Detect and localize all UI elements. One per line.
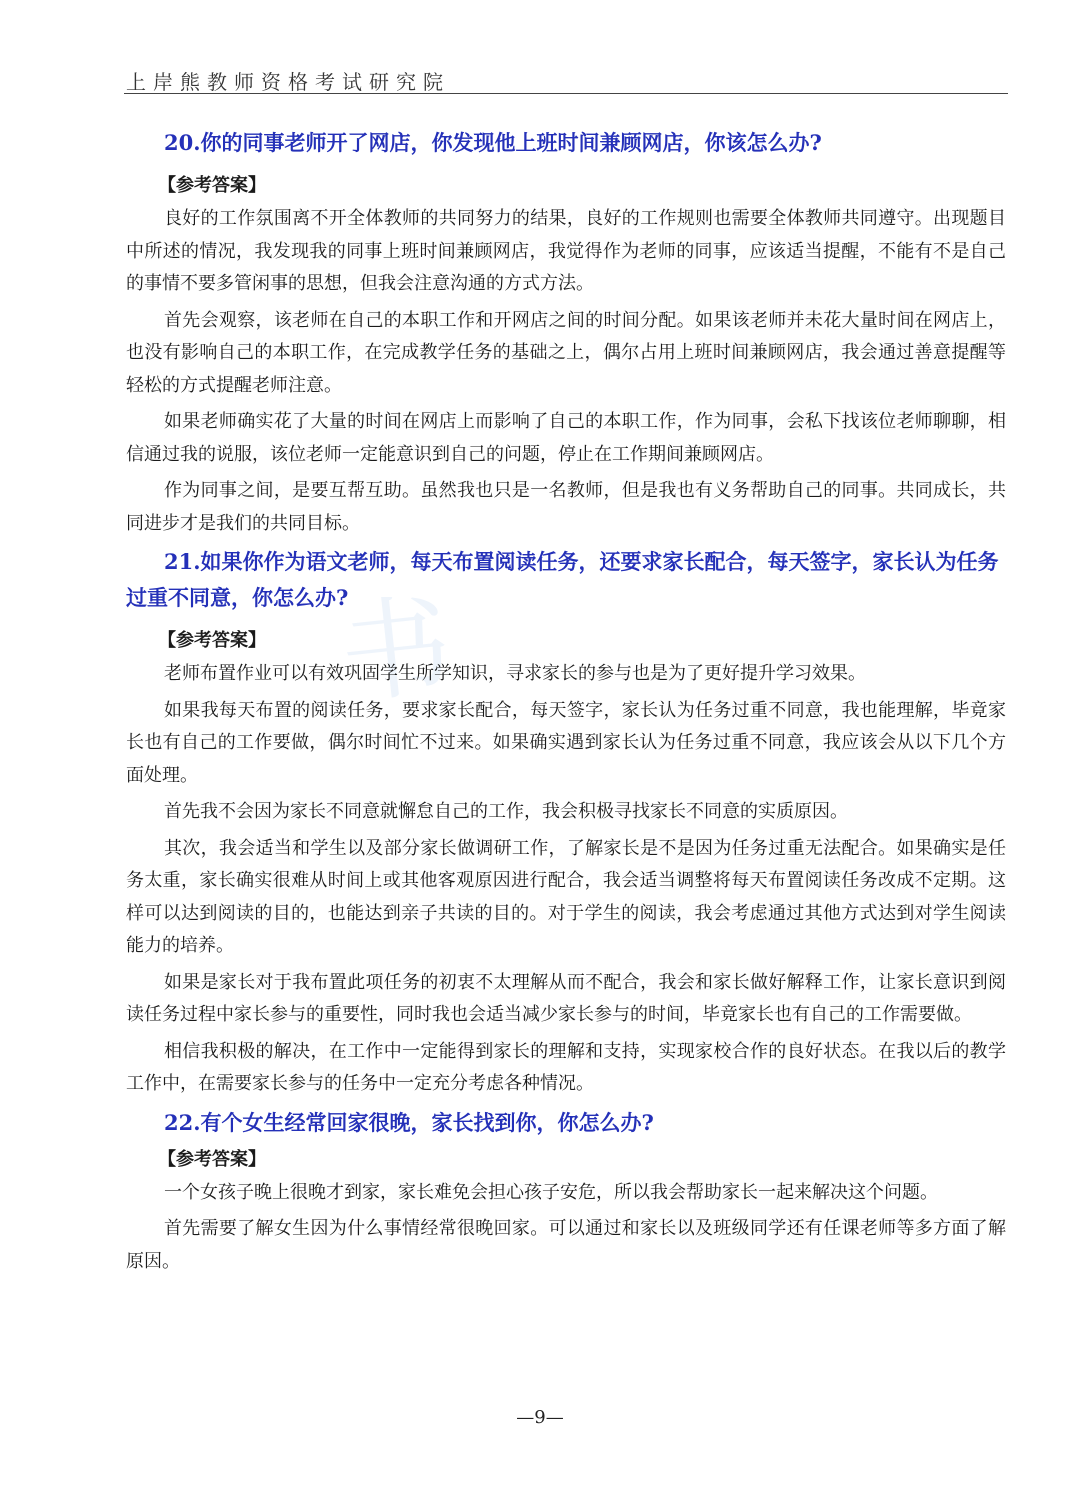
paragraph: 良好的工作氛围离不开全体教师的共同努力的结果，良好的工作规则也需要全体教师共同遵守。出现题目中所述的情况，我发现我的同事上班时间兼顾网店，我觉得作为老师的同事，应该适当提醒，不能有不是自己的事情不要多管闲事的思想，但我会注意沟通的方式方法。	[126, 208, 1006, 294]
page-number: —9—	[516, 1407, 564, 1428]
paragraph: 如果老师确实花了大量的时间在网店上而影响了自己的本职工作，作为同事，会私下找该位老师聊聊，相信通过我的说服，该位老师一定能意识到自己的问题，停止在工作期间兼顾网店。	[126, 411, 1006, 465]
document-body	[126, 125, 1006, 1282]
header-divider	[124, 93, 1008, 94]
paragraph: 如果我每天布置的阅读任务，要求家长配合，每天签字，家长认为任务过重不同意，我也能理解，毕竟家长也有自己的工作要做，偶尔时间忙不过来。如果确实遇到家长认为任务过重不同意，我应该会从以下几个方面处理。	[126, 699, 1006, 786]
paragraph: 作为同事之间，是要互帮互助。虽然我也只是一名教师，但是我也有义务帮助自己的同事。共同成长，共同进步才是我们的共同目标。	[126, 480, 1006, 534]
header-title: 上岸熊教师资格考试研究院	[126, 70, 450, 94]
paragraph: 首先会观察，该老师在自己的本职工作和开网店之间的时间分配。如果该老师并未花大量时间在网店上，也没有影响自己的本职工作，在完成教学任务的基础之上，偶尔占用上班时间兼顾网店，我会通过善意提醒等轻松的方式提醒老师注意。	[126, 309, 1006, 396]
answer-label-21: 【参考答案】	[158, 630, 266, 651]
paragraph: 其次，我会适当和学生以及部分家长做调研工作，了解家长是不是因为任务过重无法配合。如果确实是任务太重，家长确实很难从时间上或其他客观原因进行配合，我会适当调整将每天布置阅读任务改成不定期。这样可以达到阅读的目的，也能达到亲子共读的目的。对于学生的阅读，我会考虑通过其他方式达到对学生阅读能力的培养。	[126, 837, 1006, 956]
paragraph: 相信我积极的解决，在工作中一定能得到家长的理解和支持，实现家校合作的良好状态。在我以后的教学工作中，在需要家长参与的任务中一定充分考虑各种情况。	[126, 1040, 1006, 1094]
question-20: 20.你的同事老师开了网店，你发现他上班时间兼顾网店，你该怎么办?	[164, 130, 822, 155]
paragraph: 首先我不会因为家长不同意就懈怠自己的工作，我会积极寻找家长不同意的实质原因。	[164, 801, 848, 822]
watermark: 书	[334, 576, 498, 720]
question-21: 21.如果你作为语文老师，每天布置阅读任务，还要求家长配合，每天签字，家长认为任务过重不同意，你怎么办?	[126, 549, 999, 610]
question-22: 22.有个女生经常回家很晚，家长找到你，你怎么办?	[164, 1109, 654, 1135]
paragraph: 一个女孩子晚上很晚才到家，家长难免会担心孩子安危，所以我会帮助家长一起来解决这个问题。	[164, 1181, 938, 1203]
answer-label-22: 【参考答案】	[158, 1148, 266, 1170]
paragraph: 老师布置作业可以有效巩固学生所学知识，寻求家长的参与也是为了更好提升学习效果。	[164, 663, 866, 684]
paragraph: 首先需要了解女生因为什么事情经常很晚回家。可以通过和家长以及班级同学还有任课老师等多方面了解原因。	[126, 1218, 1006, 1272]
answer-label-20: 【参考答案】	[158, 175, 266, 196]
paragraph: 如果是家长对于我布置此项任务的初衷不太理解从而不配合，我会和家长做好解释工作，让家长意识到阅读任务过程中家长参与的重要性，同时我也会适当减少家长参与的时间，毕竟家长也有自己的工作需要做。	[126, 971, 1006, 1025]
